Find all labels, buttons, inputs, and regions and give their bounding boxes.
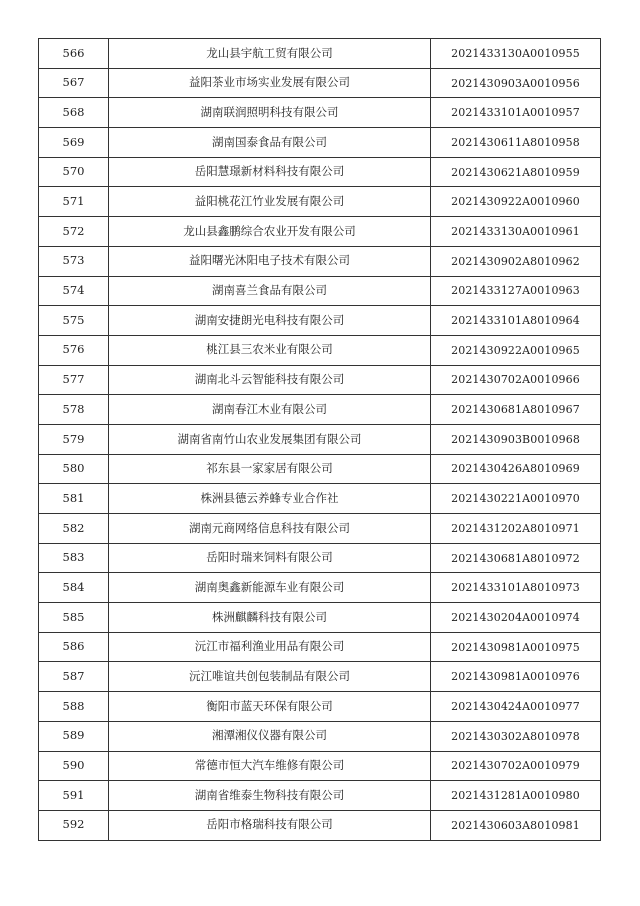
row-number-cell: 570	[39, 157, 109, 187]
row-number-cell: 572	[39, 217, 109, 247]
company-name-cell: 湘潭湘仪仪器有限公司	[109, 721, 431, 751]
row-number-cell: 569	[39, 128, 109, 158]
registration-code-cell: 2021430221A0010970	[431, 484, 601, 514]
company-name-cell: 湖南喜兰食品有限公司	[109, 276, 431, 306]
row-number-cell: 592	[39, 810, 109, 840]
registration-code-cell: 2021430981A0010975	[431, 632, 601, 662]
company-name-cell: 沅江唯谊共创包装制品有限公司	[109, 662, 431, 692]
registration-code-cell: 2021430702A0010979	[431, 751, 601, 781]
row-number-cell: 576	[39, 335, 109, 365]
table-row	[39, 365, 601, 395]
company-name-cell: 岳阳时瑞来饲料有限公司	[109, 543, 431, 573]
company-name-cell: 岳阳慧璟新材料科技有限公司	[109, 157, 431, 187]
company-name-cell: 湖南国泰食品有限公司	[109, 128, 431, 158]
company-name-cell: 沅江市福利渔业用品有限公司	[109, 632, 431, 662]
registration-code-cell: 2021430981A0010976	[431, 662, 601, 692]
row-number-cell: 577	[39, 365, 109, 395]
table-row	[39, 98, 601, 128]
company-name-cell: 龙山县宇航工贸有限公司	[109, 39, 431, 69]
registration-code-cell: 2021431202A8010971	[431, 514, 601, 544]
registration-code-cell: 2021433130A0010961	[431, 217, 601, 247]
row-number-cell: 583	[39, 543, 109, 573]
company-name-cell: 衡阳市蓝天环保有限公司	[109, 692, 431, 722]
row-number-cell: 586	[39, 632, 109, 662]
company-name-cell: 湖南奥鑫新能源车业有限公司	[109, 573, 431, 603]
row-number-cell: 588	[39, 692, 109, 722]
row-number-cell: 575	[39, 306, 109, 336]
row-number-cell: 573	[39, 246, 109, 276]
registration-code-cell: 2021433101A0010957	[431, 98, 601, 128]
row-number-cell: 582	[39, 514, 109, 544]
table-row	[39, 662, 601, 692]
company-name-cell: 株洲麒麟科技有限公司	[109, 603, 431, 633]
registration-code-cell: 2021430681A8010972	[431, 543, 601, 573]
company-list-table	[38, 38, 601, 841]
company-name-cell: 株洲县德云养蜂专业合作社	[109, 484, 431, 514]
registration-code-cell: 2021430603A8010981	[431, 810, 601, 840]
company-name-cell: 湖南联润照明科技有限公司	[109, 98, 431, 128]
table-row	[39, 217, 601, 247]
registration-code-cell: 2021433130A0010955	[431, 39, 601, 69]
company-name-cell: 常德市恒大汽车维修有限公司	[109, 751, 431, 781]
registration-code-cell: 2021430922A0010965	[431, 335, 601, 365]
table-row	[39, 781, 601, 811]
company-name-cell: 湖南省南竹山农业发展集团有限公司	[109, 424, 431, 454]
table-row	[39, 603, 601, 633]
company-name-cell: 湖南春江木业有限公司	[109, 395, 431, 425]
table-row	[39, 751, 601, 781]
table-row	[39, 810, 601, 840]
table-row	[39, 424, 601, 454]
registration-code-cell: 2021430702A0010966	[431, 365, 601, 395]
table-row	[39, 335, 601, 365]
company-name-cell: 湖南省维泰生物科技有限公司	[109, 781, 431, 811]
table-row	[39, 157, 601, 187]
row-number-cell: 578	[39, 395, 109, 425]
table-row	[39, 128, 601, 158]
table-row	[39, 39, 601, 69]
registration-code-cell: 2021430426A8010969	[431, 454, 601, 484]
row-number-cell: 579	[39, 424, 109, 454]
company-name-cell: 桃江县三农米业有限公司	[109, 335, 431, 365]
registration-code-cell: 2021430922A0010960	[431, 187, 601, 217]
registration-code-cell: 2021433127A0010963	[431, 276, 601, 306]
table-row	[39, 632, 601, 662]
registration-code-cell: 2021430204A0010974	[431, 603, 601, 633]
row-number-cell: 584	[39, 573, 109, 603]
row-number-cell: 587	[39, 662, 109, 692]
registration-code-cell: 2021430681A8010967	[431, 395, 601, 425]
company-name-cell: 益阳桃花江竹业发展有限公司	[109, 187, 431, 217]
row-number-cell: 568	[39, 98, 109, 128]
table-row	[39, 573, 601, 603]
registration-code-cell: 2021431281A0010980	[431, 781, 601, 811]
registration-code-cell: 2021430903B0010968	[431, 424, 601, 454]
company-name-cell: 益阳茶业市场实业发展有限公司	[109, 68, 431, 98]
table-row	[39, 692, 601, 722]
registration-code-cell: 2021430902A8010962	[431, 246, 601, 276]
table-body	[39, 39, 601, 841]
table-row	[39, 68, 601, 98]
registration-code-cell: 2021430424A0010977	[431, 692, 601, 722]
row-number-cell: 580	[39, 454, 109, 484]
row-number-cell: 589	[39, 721, 109, 751]
table-row	[39, 276, 601, 306]
company-name-cell: 湖南北斗云智能科技有限公司	[109, 365, 431, 395]
registration-code-cell: 2021430302A8010978	[431, 721, 601, 751]
registration-code-cell: 2021433101A8010964	[431, 306, 601, 336]
company-name-cell: 岳阳市格瑞科技有限公司	[109, 810, 431, 840]
row-number-cell: 585	[39, 603, 109, 633]
company-name-cell: 龙山县鑫鹏综合农业开发有限公司	[109, 217, 431, 247]
row-number-cell: 591	[39, 781, 109, 811]
company-name-cell: 益阳曙光沐阳电子技术有限公司	[109, 246, 431, 276]
company-name-cell: 湖南安捷朗光电科技有限公司	[109, 306, 431, 336]
registration-code-cell: 2021433101A8010973	[431, 573, 601, 603]
row-number-cell: 581	[39, 484, 109, 514]
row-number-cell: 567	[39, 68, 109, 98]
table-row	[39, 454, 601, 484]
row-number-cell: 574	[39, 276, 109, 306]
table-row	[39, 395, 601, 425]
registration-code-cell: 2021430621A8010959	[431, 157, 601, 187]
table-row	[39, 306, 601, 336]
table-row	[39, 187, 601, 217]
table-row	[39, 514, 601, 544]
table-row	[39, 543, 601, 573]
table-row	[39, 721, 601, 751]
company-name-cell: 湖南元商网络信息科技有限公司	[109, 514, 431, 544]
registration-code-cell: 2021430903A0010956	[431, 68, 601, 98]
table-row	[39, 484, 601, 514]
registration-code-cell: 2021430611A8010958	[431, 128, 601, 158]
table-row	[39, 246, 601, 276]
row-number-cell: 590	[39, 751, 109, 781]
row-number-cell: 571	[39, 187, 109, 217]
row-number-cell: 566	[39, 39, 109, 69]
company-name-cell: 祁东县一家家居有限公司	[109, 454, 431, 484]
